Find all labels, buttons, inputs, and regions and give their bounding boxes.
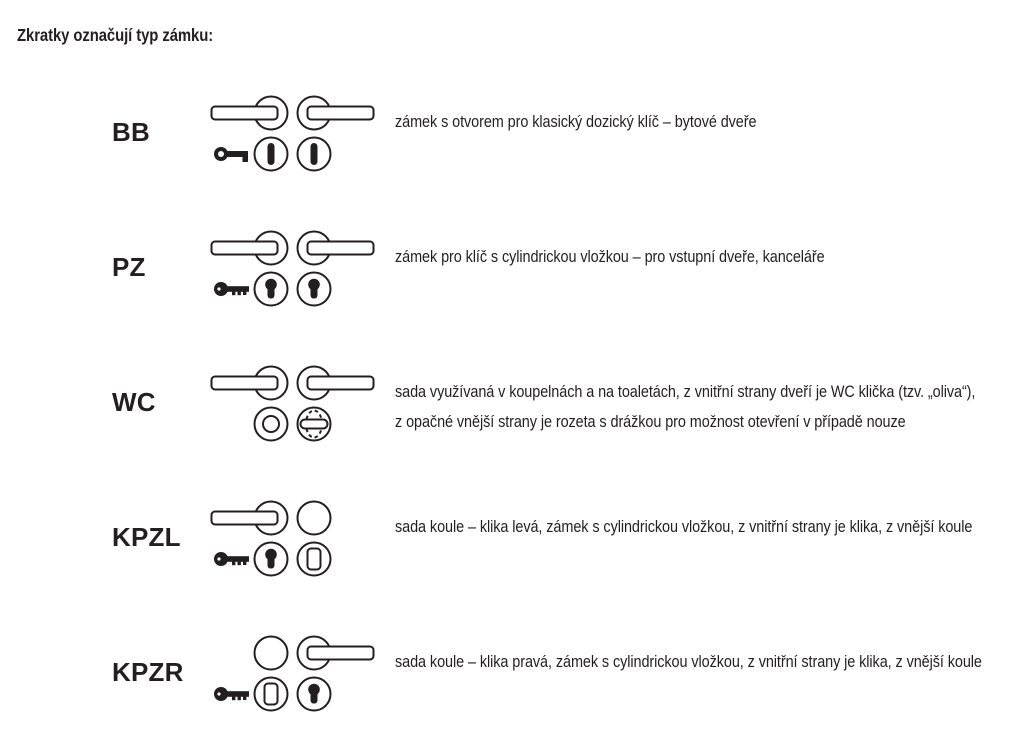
lock-description [395,335,975,470]
lock-type-list [0,65,1011,740]
lock-code: WC [112,387,156,417]
cylinder-key-icon [214,687,249,701]
cylinder-key-icon [214,552,249,566]
pz-lockset-icon [207,228,379,308]
pz-keyhole-rosette-icon [255,542,288,575]
kpzr-lockset-icon [207,633,379,713]
blind-rosette-icon [255,677,288,710]
knob-icon [255,636,288,669]
bb-lockset-icon [207,93,379,173]
left-lever-handle-icon [212,96,288,129]
description-line: sada využívaná v koupelnách a na toaletách, z vnitřní strany dveří je WC klička (tzv. „oliva“), [395,382,976,401]
description-line: sada koule – klika pravá, zámek s cylindrickou vložkou, z vnitřní strany je klika, z vnější koule [395,652,982,671]
page-title: Zkratky označují typ zámku: [17,25,214,45]
lock-type-row-wc [0,335,1011,470]
right-lever-handle-icon [298,231,374,264]
lock-description [395,605,982,740]
right-lever-handle-icon [298,366,374,399]
lock-description [395,470,972,605]
right-lever-handle-icon [298,636,374,669]
lock-type-row-kpzr [0,605,1011,740]
wc-thumbturn-oliva-icon [298,407,331,440]
lock-description [395,65,919,200]
bb-keyhole-rosette-icon [255,137,288,170]
right-lever-handle-icon [298,96,374,129]
wc-lockset-icon [207,363,379,443]
lock-type-row-pz [0,200,1011,335]
description-line: sada koule – klika levá, zámek s cylindrickou vložkou, z vnitřní strany je klika, z vnější koule [395,517,973,536]
pz-keyhole-rosette-icon [255,272,288,305]
lock-code: BB [112,117,150,147]
wc-groove-rosette-icon [255,407,288,440]
bit-key-icon [216,149,248,162]
description-line: z opačné vnější strany je rozeta s drážkou pro možnost otevření v případě nouze [395,412,906,431]
lock-type-row-bb [0,65,1011,200]
lock-description [395,200,919,335]
lock-code: PZ [112,252,146,282]
knob-icon [298,501,331,534]
description-line: zámek s otvorem pro klasický dozický klíč – bytové dveře [395,112,757,131]
lock-code: KPZR [112,657,184,687]
left-lever-handle-icon [212,366,288,399]
kpzl-lockset-icon [207,498,379,578]
bb-keyhole-rosette-icon [298,137,331,170]
cylinder-key-icon [214,282,249,296]
left-lever-handle-icon [212,231,288,264]
left-lever-handle-icon [212,501,288,534]
description-line: zámek pro klíč s cylindrickou vložkou – pro vstupní dveře, kanceláře [395,247,825,266]
pz-keyhole-rosette-icon [298,677,331,710]
pz-keyhole-rosette-icon [298,272,331,305]
lock-code: KPZL [112,522,181,552]
blind-rosette-icon [298,542,331,575]
lock-type-row-kpzl [0,470,1011,605]
